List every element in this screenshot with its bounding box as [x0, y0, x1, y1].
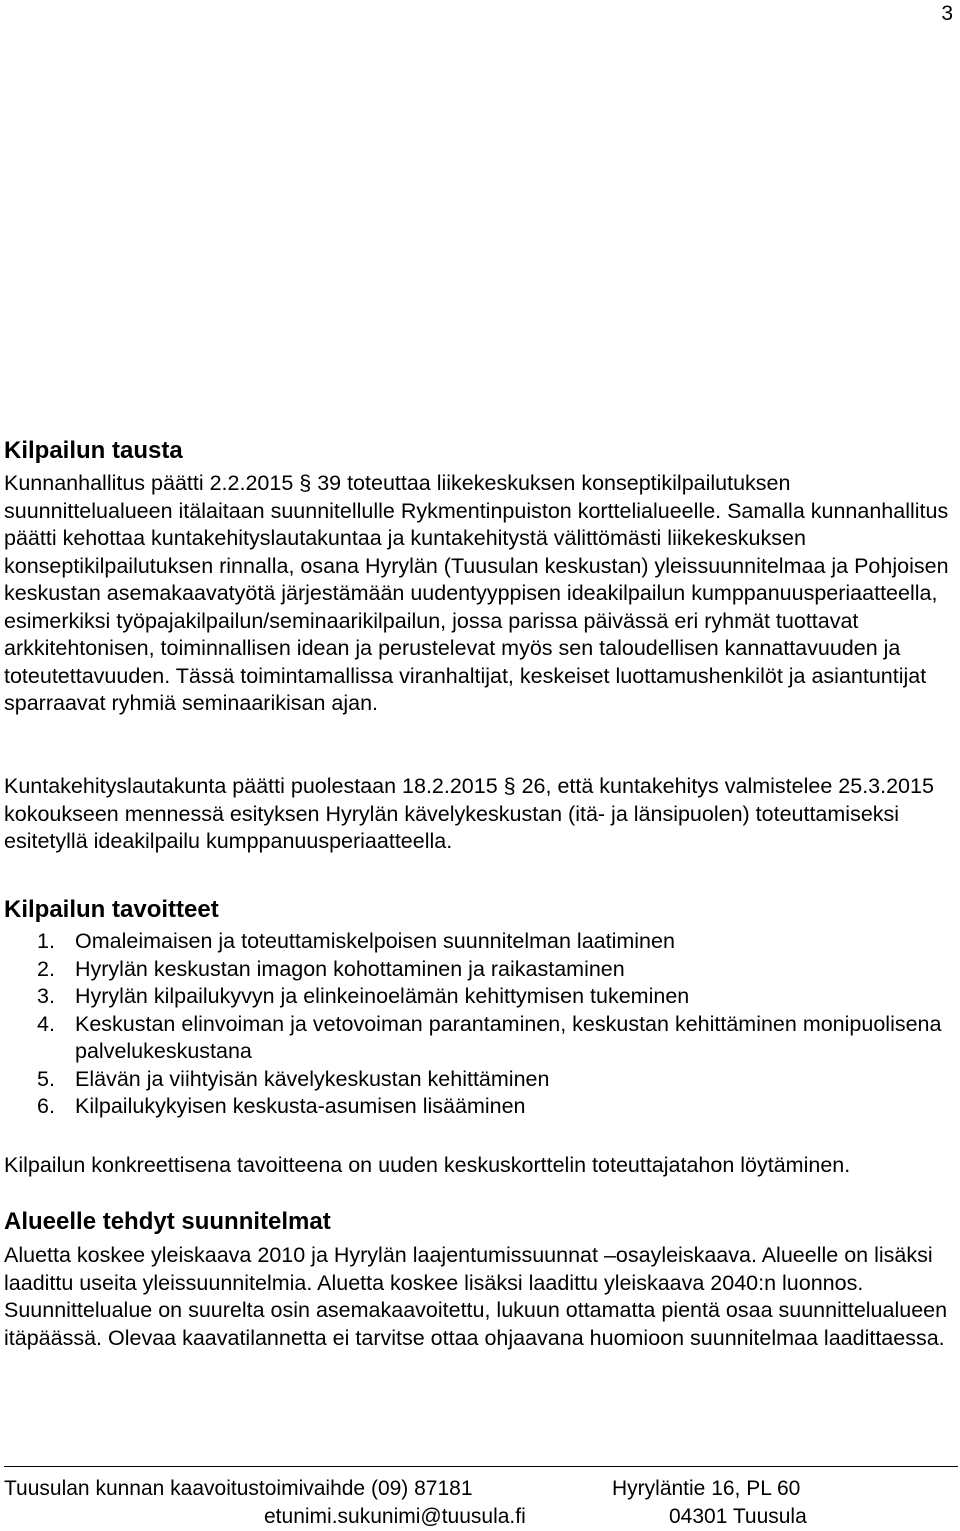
section-plans — [4, 1207, 954, 1352]
list-item — [4, 1011, 954, 1066]
plans-paragraph: Aluetta koskee yleiskaava 2010 ja Hyrylän laajentumissuunnat –osayleiskaava. Alueelle on lisäksi laadittu useita yleissuunnitelmia. Aluetta koskee lisäksi laadittu yleiskaava 2040:n luonnos. Suunnittelualue on suurelta osin asemakaavoitettu, lukuun ottamatta pientä osaa suunnittelualueen itäpäässä. Olevaa kaavatilannetta ei tarvitse ottaa ohjaavana huomioon suunnitelmaa laadittaessa. — [4, 1243, 948, 1350]
list-item — [4, 983, 954, 1011]
list-item-number: 2. — [37, 956, 55, 981]
footer-postal: 04301 Tuusula — [669, 1505, 807, 1528]
list-item-text: Hyrylän keskustan imagon kohottaminen ja raikastaminen — [75, 956, 625, 981]
list-item-number: 3. — [37, 984, 55, 1008]
objective-paragraph-text: Kilpailun konkreettisena tavoitteena on uuden keskuskorttelin toteuttajatahon löytäminen. — [4, 1153, 851, 1177]
section-background — [4, 436, 954, 718]
section-heading-background: Kilpailun tausta — [4, 437, 183, 464]
list-item-number: 1. — [37, 929, 55, 953]
list-item-text: Elävän ja viihtyisän kävelykeskustan kehittäminen — [75, 1066, 550, 1091]
list-item — [4, 1093, 954, 1121]
list-item-text: Kilpailukykyisen keskusta-asumisen lisääminen — [75, 1094, 526, 1118]
decision-paragraph-text: Kuntakehityslautakunta päätti puolestaan 18.2.2015 § 26, että kuntakehitys valmistelee 25.3.2015 kokoukseen mennessä esityksen Hyrylän kävelykeskustan (itä- ja länsipuolen) toteuttamiseksi esitetyllä ideakilpailu kumppanuusperiaatteella. — [4, 774, 934, 853]
list-item-number: 4. — [37, 1011, 55, 1036]
section-heading-plans: Alueelle tehdyt suunnitelmat — [4, 1208, 331, 1235]
footer-contact — [4, 1475, 526, 1531]
footer-address — [612, 1475, 807, 1531]
footer-office-phone: Tuusulan kunnan kaavoitustoimivaihde (09) 87181 — [4, 1477, 473, 1500]
list-item — [4, 928, 954, 956]
goals-list — [4, 928, 954, 1121]
background-paragraph: Kunnanhallitus päätti 2.2.2015 § 39 toteuttaa liikekeskuksen konseptikilpailutuksen suunnittelualueen itälaitaan suunnitellulle Rykmentinpuiston korttelialueelle. Samalla kunnanhallitus päätti kehottaa kuntakehityslautakuntaa ja kuntakehitystä välittömästi liikekeskuksen konseptikilpailutuksen rinnalla, osana Hyrylän (Tuusulan keskustan) yleissuunnitelmaa ja Pohjoisen keskustan asemakaavatyötä järjestämään uudentyyppisen ideakilpailun kumppanuusperiaatteella, esimerkiksi työpajakilpailun/seminaarikilpailun, jossa parissa päivässä eri ryhmät tuottavat arkkitehtonisen, toiminnallisen idean ja perustelevat myös sen taloudellisen kannattavuuden ja toteutettavuuden. Tässä toimintamallissa viranhaltijat, keskeiset luottamushenkilöt ja asiantuntijat sparraavat ryhmiä seminaarikisan ajan. — [4, 471, 949, 715]
section-goals — [4, 895, 954, 1121]
footer-street: Hyryläntie 16, PL 60 — [612, 1477, 801, 1500]
list-item — [4, 1066, 954, 1094]
list-item-text: Omaleimaisen ja toteuttamiskelpoisen suunnitelman laatiminen — [75, 929, 675, 953]
list-item-number: 5. — [37, 1066, 55, 1091]
list-item-number: 6. — [37, 1094, 55, 1118]
objective-paragraph — [4, 1152, 954, 1180]
section-heading-goals: Kilpailun tavoitteet — [4, 896, 219, 923]
list-item-text: Keskustan elinvoiman ja vetovoiman parantaminen, keskustan kehittäminen monipuolisena palvelukeskustana — [75, 1011, 942, 1063]
list-item-text: Hyrylän kilpailukyvyn ja elinkeinoelämän kehittymisen tukeminen — [75, 984, 690, 1008]
list-item — [4, 956, 954, 984]
decision-paragraph — [4, 773, 954, 856]
page-number: 3 — [941, 2, 953, 25]
footer-divider — [4, 1466, 958, 1467]
footer-email[interactable]: etunimi.sukunimi@tuusula.fi — [264, 1505, 526, 1528]
